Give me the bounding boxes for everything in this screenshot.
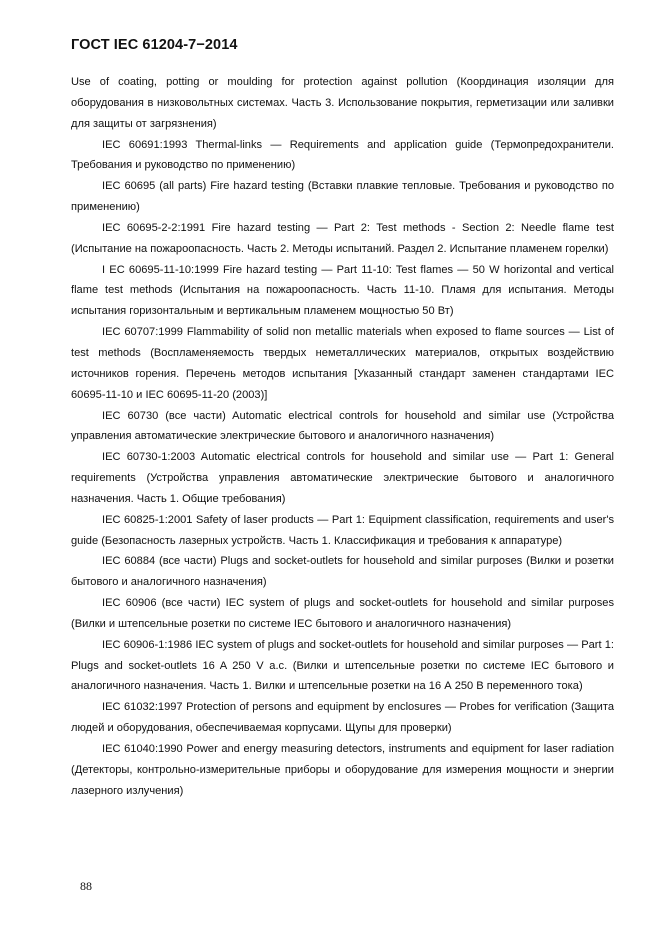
reference-iec-60695: IEC 60695 (all parts) Fire hazard testing (Вставки плавкие тепловые. Требования и руководство по применению) — [71, 180, 614, 214]
reference-iec-60730: IEC 60730 (все части) Automatic electrical controls for household and similar use (Устройства управления автоматические электрические бытового и аналогичного назначения) — [71, 409, 614, 443]
reference-iec-61032: IEC 61032:1997 Protection of persons and equipment by enclosures — Probes for verification (Защита людей и оборудования, обеспечиваемая корпусами. Щупы для проверки) — [71, 701, 614, 735]
reference-iec-60695-11-10: I EC 60695-11-10:1999 Fire hazard testing — Part 11-10: Test flames — 50 W horizontal and vertical flame test methods (Испытания на пожароопасность. Часть 11-10. Пламя для испытания. Методы испытания горизонтальным и вертикальным пламенем мощностью 50 Вт) — [71, 263, 614, 318]
reference-iec-60906: IEC 60906 (все части) IEC system of plugs and socket-outlets for household and similar purposes (Вилки и штепсельные розетки по системе IEC бытового и аналогичного назначения) — [71, 597, 614, 630]
reference-iec-60884: IEC 60884 (все части) Plugs and socket-outlets for household and similar purposes (Вилки и розетки бытового и аналогичного назначения) — [71, 555, 614, 589]
reference-paragraph-continuation: Use of coating, potting or moulding for protection against pollution (Координация изоляции для оборудования в низковольтных системах. Часть 3. Использование покрытия, герметизации или заливки для защиты от загрязнения) — [71, 76, 614, 130]
reference-iec-61040: IEC 61040:1990 Power and energy measuring detectors, instruments and equipment for laser radiation (Детекторы, контрольно-измерительные приборы и оборудование для измерения мощности и энергии лазерного излучения) — [71, 743, 614, 797]
reference-iec-60691: IEC 60691:1993 Thermal-links — Requirements and application guide (Термопредохранители. Требования и руководство по применению) — [71, 138, 614, 172]
reference-iec-60906-1: IEC 60906-1:1986 IEC system of plugs and socket-outlets for household and similar purposes — Part 1: Plugs and socket-outlets 16 A 250 V a.c. (Вилки и штепсельные розетки по системе IEC бытового и аналогичного назначения. Часть 1. Вилки и штепсельные розетки на 16 А 250 В переменного тока) — [71, 638, 614, 693]
reference-iec-60825-1: IEC 60825-1:2001 Safety of laser products — Part 1: Equipment classification, requirements and user's guide (Безопасность лазерных устройств. Часть 1. Классификация и требования к аппаратуре) — [71, 513, 614, 547]
page-number: 88 — [80, 879, 92, 893]
reference-iec-60695-2-2: IEC 60695-2-2:1991 Fire hazard testing — Part 2: Test methods - Section 2: Needle flame test (Испытание на пожароопасность. Часть 2. Методы испытаний. Раздел 2. Испытание пламенем горелки) — [71, 221, 614, 255]
reference-iec-60707: IEC 60707:1999 Flammability of solid non metallic materials when exposed to flame sources — List of test methods (Воспламеняемость твердых неметаллических материалов, открытых воздействию источников горения. Перечень методов испытания [Указанный стандарт заменен стандартами IEC 60695-11-10 и IEC 60695-11-20 (2003)] — [71, 326, 614, 401]
document-header: ГОСТ IEC 61204-7−2014 — [71, 37, 238, 53]
document-body — [71, 72, 614, 802]
reference-iec-60730-1: IEC 60730-1:2003 Automatic electrical controls for household and similar use — Part 1: General requirements (Устройства управления автоматические электрические бытового и аналогичного назначения. Часть 1. Общие требования) — [71, 451, 614, 505]
